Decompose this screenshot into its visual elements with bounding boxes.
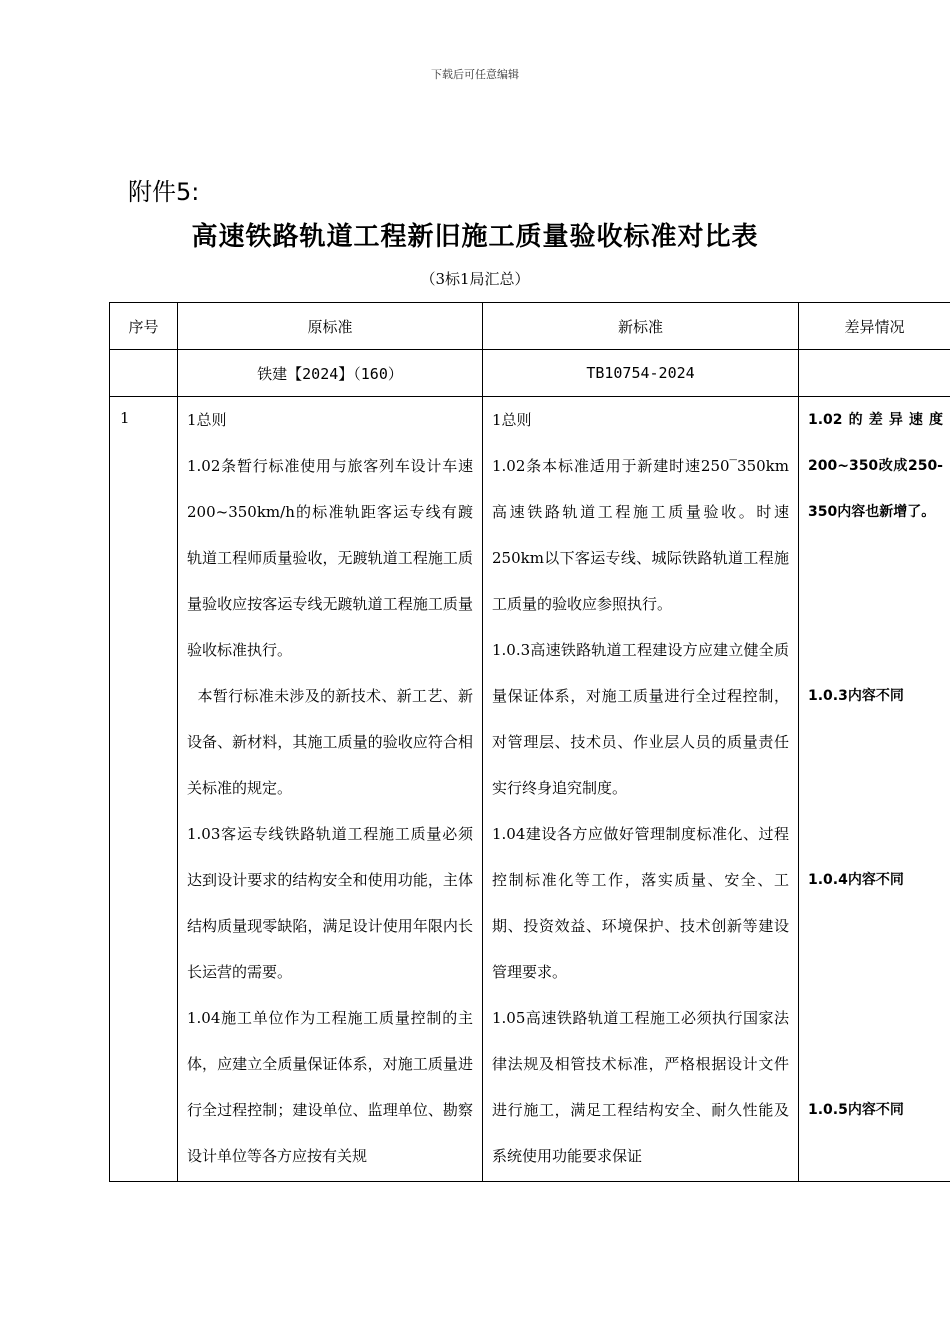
comparison-table <box>109 302 950 1182</box>
row-index-cell <box>110 397 178 1182</box>
new-standard-cell <box>483 397 799 1182</box>
diff-item-1-02: 1.02的差异速度200~350改成250-350内容也新增了。 <box>808 412 943 520</box>
old-para-scope-note: 本暂行标准未涉及的新技术、新工艺、新设备、新材料，其施工质量的验收应符合相关标准的规定。 <box>187 687 473 797</box>
header-note: 下载后可任意编辑 <box>431 68 519 81</box>
old-standard-cell <box>178 397 483 1182</box>
old-para-1-03: 1.03客运专线铁路轨道工程施工质量必须达到设计要求的结构安全和使用功能，主体结构质量现零缺陷，满足设计使用年限内长长运营的需要。 <box>187 825 473 981</box>
header-new-standard: 新标准 <box>483 303 799 350</box>
standards-diff-cell <box>799 350 950 397</box>
new-para-heading: 1总则 <box>492 411 532 429</box>
diff-item-1-0-3: 1.0.3内容不同 <box>808 688 904 704</box>
annex-label: 附件5: <box>128 178 200 206</box>
table-header-row <box>110 303 950 350</box>
diff-item-1-0-5: 1.0.5内容不同 <box>808 1102 904 1118</box>
document-title: 高速铁路轨道工程新旧施工质量验收标准对比表 <box>191 222 759 252</box>
new-para-1-0-3: 1.0.3高速铁路轨道工程建设方应建立健全质量保证体系，对施工质量进行全过程控制，对管理层、技术员、作业层人员的质量责任实行终身追究制度。 <box>492 641 789 797</box>
old-standard-code: 铁建【2024】（160） <box>178 350 483 397</box>
new-standard-code: TB10754-2024 <box>483 350 799 397</box>
header-index: 序号 <box>110 303 178 350</box>
row-index: 1 <box>120 409 130 427</box>
new-para-1-05: 1.05高速铁路轨道工程施工必须执行国家法律法规及相管技术标准，严格根据设计文件进行施工，满足工程结构安全、耐久性能及系统使用功能要求保证 <box>492 1009 789 1165</box>
table-row <box>110 397 950 1182</box>
standards-index-cell <box>110 350 178 397</box>
header-old-standard: 原标准 <box>178 303 483 350</box>
new-para-1-04: 1.04建设各方应做好管理制度标准化、过程控制标准化等工作，落实质量、安全、工期、投资效益、环境保护、技术创新等建设管理要求。 <box>492 825 789 981</box>
difference-cell <box>799 397 950 1182</box>
diff-item-1-0-4: 1.0.4内容不同 <box>808 872 904 888</box>
old-para-1-02: 1.02条暂行标准使用与旅客列车设计车速200~350km/h的标准轨距客运专线有踱轨道工程师质量验收，无踱轨道工程施工质量验收应按客运专线无踱轨道工程施工质量验收标准执行。 <box>187 457 473 659</box>
header-difference: 差异情况 <box>799 303 950 350</box>
old-para-1-04: 1.04施工单位作为工程施工质量控制的主体，应建立全质量保证体系，对施工质量进行全过程控制；建设单位、监理单位、勘察设计单位等各方应按有关规 <box>187 1009 473 1165</box>
document-subtitle: （3标1局汇总） <box>420 270 530 288</box>
new-para-1-02: 1.02条本标准适用于新建时速250‾350km高速铁路轨道工程施工质量验收。时速250km以下客运专线、城际铁路轨道工程施工质量的验收应参照执行。 <box>492 457 789 613</box>
standards-row <box>110 350 950 397</box>
old-para-heading: 1总则 <box>187 411 227 429</box>
